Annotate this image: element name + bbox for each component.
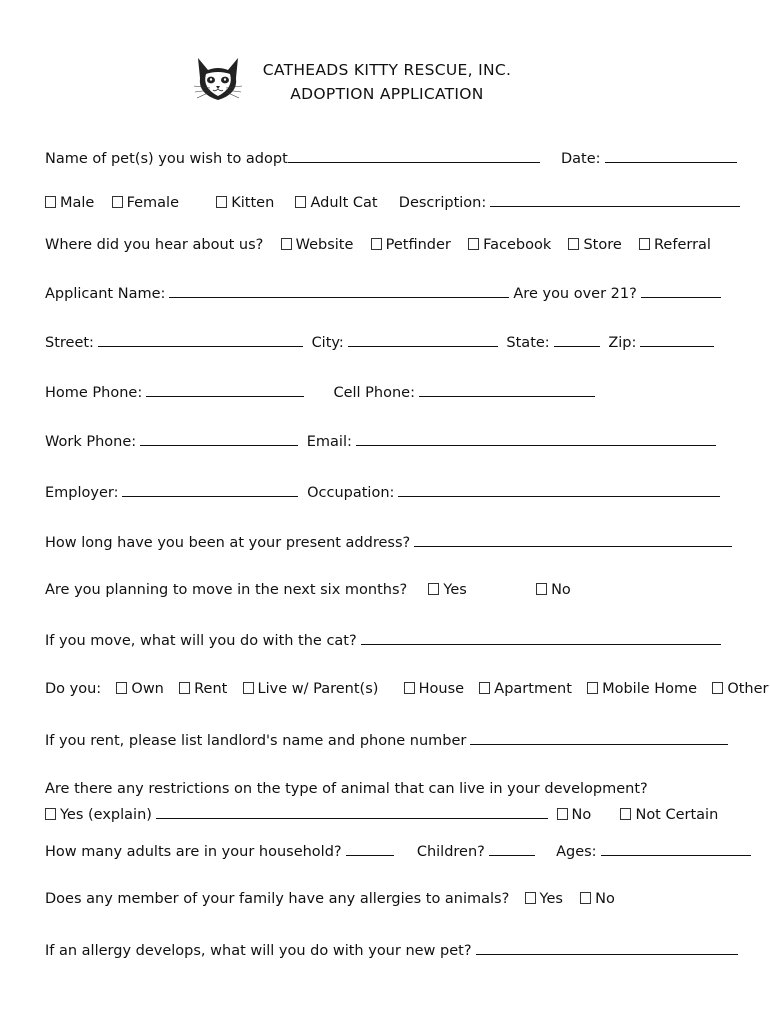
allergies-yes-checkbox[interactable] xyxy=(525,892,536,904)
mobile-home-label: Mobile Home xyxy=(602,681,698,697)
form-title xyxy=(247,58,527,106)
over-21-label: Are you over 21? xyxy=(513,286,637,302)
restrictions-label: Are there any restrictions on the type of animal that can live in your development? xyxy=(45,781,648,797)
date-label: Date: xyxy=(561,151,601,167)
apartment-checkbox[interactable] xyxy=(479,682,490,694)
row-how-long xyxy=(45,532,736,552)
male-label: Male xyxy=(60,195,95,211)
employer-label: Employer: xyxy=(45,485,119,501)
row-sex-age xyxy=(45,192,744,212)
street-label: Street: xyxy=(45,335,94,351)
adult-cat-checkbox[interactable] xyxy=(295,196,306,208)
over-21-field[interactable] xyxy=(641,283,721,298)
work-phone-field[interactable] xyxy=(140,431,298,446)
pet-name-label: Name of pet(s) you wish to adopt xyxy=(45,151,288,167)
allergies-label: Does any member of your family have any allergies to animals? xyxy=(45,891,510,907)
allergies-no-label: No xyxy=(595,891,615,907)
store-label: Store xyxy=(583,237,622,253)
description-label: Description: xyxy=(398,195,487,211)
if-move-label: If you move, what will you do with the cat? xyxy=(45,633,357,649)
if-move-field[interactable] xyxy=(361,630,721,645)
city-label: City: xyxy=(311,335,344,351)
row-restrictions xyxy=(45,780,648,798)
employer-field[interactable] xyxy=(122,482,298,497)
row-pet-name xyxy=(45,148,741,168)
occupation-label: Occupation: xyxy=(307,485,395,501)
occupation-field[interactable] xyxy=(398,482,720,497)
facebook-checkbox[interactable] xyxy=(468,238,479,250)
restrictions-explain-field[interactable] xyxy=(156,804,548,819)
allergies-yes-label: Yes xyxy=(539,891,563,907)
state-label: State: xyxy=(506,335,550,351)
ages-label: Ages: xyxy=(556,844,597,860)
row-household xyxy=(45,841,755,861)
allergies-no-checkbox[interactable] xyxy=(580,892,591,904)
state-field[interactable] xyxy=(554,332,600,347)
other-checkbox[interactable] xyxy=(712,682,723,694)
female-label: Female xyxy=(126,195,180,211)
move-no-checkbox[interactable] xyxy=(536,583,547,595)
restrictions-yes-label: Yes (explain) xyxy=(60,807,152,823)
own-checkbox[interactable] xyxy=(116,682,127,694)
applicant-name-field[interactable] xyxy=(169,283,509,298)
home-phone-label: Home Phone: xyxy=(45,385,143,401)
kitten-label: Kitten xyxy=(231,195,275,211)
how-long-label: How long have you been at your present address? xyxy=(45,535,411,551)
live-parents-label: Live w/ Parent(s) xyxy=(257,681,379,697)
children-field[interactable] xyxy=(489,841,535,856)
move-no-label: No xyxy=(551,582,571,598)
kitten-checkbox[interactable] xyxy=(216,196,227,208)
description-field[interactable] xyxy=(490,192,740,207)
house-label: House xyxy=(418,681,465,697)
rent-checkbox[interactable] xyxy=(179,682,190,694)
row-housing xyxy=(45,680,768,698)
adults-label: How many adults are in your household? xyxy=(45,844,342,860)
restrictions-no-checkbox[interactable] xyxy=(557,808,568,820)
mobile-home-checkbox[interactable] xyxy=(587,682,598,694)
not-certain-label: Not Certain xyxy=(635,807,719,823)
children-label: Children? xyxy=(416,844,485,860)
rent-label: Rent xyxy=(194,681,228,697)
allergy-develops-field[interactable] xyxy=(476,940,738,955)
adults-field[interactable] xyxy=(346,841,394,856)
row-phones xyxy=(45,382,599,402)
row-allergies xyxy=(45,890,615,908)
facebook-label: Facebook xyxy=(483,237,552,253)
ages-field[interactable] xyxy=(601,841,751,856)
female-checkbox[interactable] xyxy=(112,196,123,208)
pet-name-field[interactable] xyxy=(288,148,540,163)
website-checkbox[interactable] xyxy=(281,238,292,250)
row-restrictions-answers xyxy=(45,804,718,824)
row-allergy-develops xyxy=(45,940,742,960)
not-certain-checkbox[interactable] xyxy=(620,808,631,820)
work-phone-label: Work Phone: xyxy=(45,434,137,450)
hear-about-label: Where did you hear about us? xyxy=(45,237,264,253)
cat-face-icon xyxy=(192,54,244,110)
referral-label: Referral xyxy=(654,237,711,253)
email-field[interactable] xyxy=(356,431,716,446)
planning-move-label: Are you planning to move in the next six months? xyxy=(45,582,408,598)
row-if-move xyxy=(45,630,725,650)
website-label: Website xyxy=(295,237,354,253)
petfinder-checkbox[interactable] xyxy=(371,238,382,250)
referral-checkbox[interactable] xyxy=(639,238,650,250)
date-field[interactable] xyxy=(605,148,737,163)
own-label: Own xyxy=(131,681,164,697)
applicant-name-label: Applicant Name: xyxy=(45,286,166,302)
how-long-field[interactable] xyxy=(414,532,732,547)
cell-phone-label: Cell Phone: xyxy=(333,385,415,401)
move-yes-checkbox[interactable] xyxy=(428,583,439,595)
apartment-label: Apartment xyxy=(494,681,572,697)
form-name: ADOPTION APPLICATION xyxy=(290,85,484,103)
email-label: Email: xyxy=(306,434,352,450)
row-hear-about xyxy=(45,236,711,254)
house-checkbox[interactable] xyxy=(404,682,415,694)
other-label: Other xyxy=(727,681,769,697)
do-you-label: Do you: xyxy=(45,681,102,697)
adult-cat-label: Adult Cat xyxy=(310,195,378,211)
zip-label: Zip: xyxy=(608,335,637,351)
move-yes-label: Yes xyxy=(443,582,467,598)
street-field[interactable] xyxy=(98,332,303,347)
row-landlord xyxy=(45,730,732,750)
row-applicant xyxy=(45,283,725,303)
row-address xyxy=(45,332,718,352)
landlord-label: If you rent, please list landlord's name and phone number xyxy=(45,733,467,749)
live-parents-checkbox[interactable] xyxy=(243,682,254,694)
row-employment xyxy=(45,482,724,502)
male-checkbox[interactable] xyxy=(45,196,56,208)
zip-field[interactable] xyxy=(640,332,714,347)
allergy-develops-label: If an allergy develops, what will you do with your new pet? xyxy=(45,943,472,959)
restrictions-yes-checkbox[interactable] xyxy=(45,808,56,820)
restrictions-no-label: No xyxy=(571,807,592,823)
landlord-field[interactable] xyxy=(470,730,728,745)
cell-phone-field[interactable] xyxy=(419,382,595,397)
petfinder-label: Petfinder xyxy=(385,237,451,253)
row-work-email xyxy=(45,431,720,451)
home-phone-field[interactable] xyxy=(146,382,304,397)
city-field[interactable] xyxy=(348,332,498,347)
organization-name: CATHEADS KITTY RESCUE, INC. xyxy=(262,61,512,79)
row-planning-move xyxy=(45,581,571,599)
store-checkbox[interactable] xyxy=(568,238,579,250)
